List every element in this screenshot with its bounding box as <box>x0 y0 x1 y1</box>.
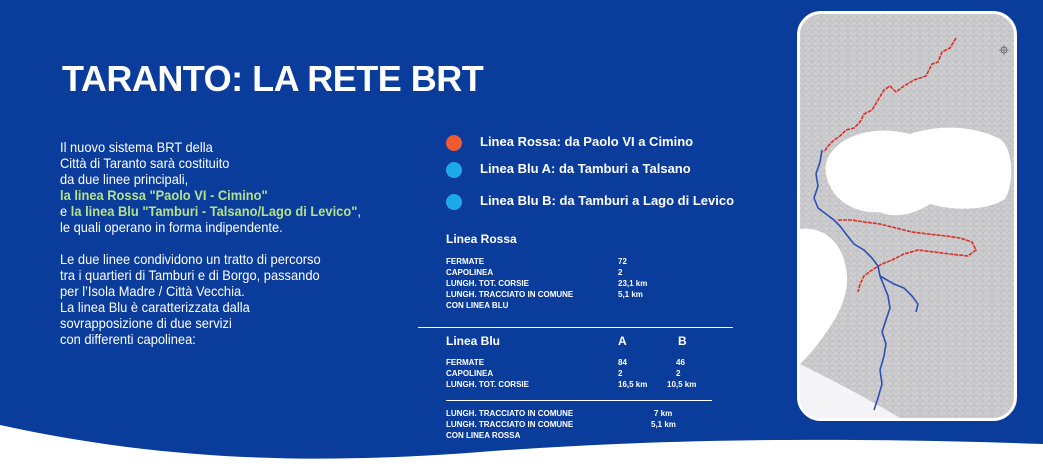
intro-line: Il nuovo sistema BRT della <box>60 139 213 155</box>
intro-text <box>60 139 400 347</box>
intro-line: La linea Blu è caratterizzata dalla <box>60 299 250 315</box>
stat-value: 5,1 km <box>618 290 643 299</box>
divider <box>446 400 712 401</box>
stat-label: CON LINEA BLU <box>446 301 509 310</box>
red-dot-icon <box>446 135 462 151</box>
stat-value-a: 84 <box>618 358 627 367</box>
stat-value: 7 km <box>654 409 673 418</box>
intro-linea-blu-highlight: la linea Blu "Tamburi - Talsano/Lago di Levico" <box>70 203 358 219</box>
linea-rossa-heading: Linea Rossa <box>446 232 517 246</box>
intro-text-fragment: , <box>357 203 361 219</box>
blue-dot-icon <box>446 162 462 178</box>
intro-line <box>60 203 400 219</box>
intro-linea-rossa-highlight: la linea Rossa "Paolo VI - Cimino" <box>60 187 268 203</box>
stat-value: 72 <box>618 257 627 266</box>
stat-label: FERMATE <box>446 257 485 266</box>
paragraph-gap <box>60 235 400 251</box>
page-title: TARANTO: LA RETE BRT <box>62 58 484 99</box>
brt-route-map <box>797 11 1017 421</box>
intro-line: per l’Isola Madre / Città Vecchia. <box>60 283 245 299</box>
stat-label: FERMATE <box>446 358 485 367</box>
blue-dot-icon <box>446 194 462 210</box>
intro-line: da due linee principali, <box>60 171 189 187</box>
stat-value-b: 46 <box>676 358 685 367</box>
stat-label: LUNGH. TRACCIATO IN COMUNE <box>446 420 574 429</box>
legend-label: Linea Blu A: da Tamburi a Talsano <box>480 161 691 176</box>
intro-line: con differenti capolinea: <box>60 331 196 347</box>
stat-label: LUNGH. TRACCIATO IN COMUNE <box>446 290 574 299</box>
stat-label: LUNGH. TRACCIATO IN COMUNE <box>446 409 574 418</box>
stat-value-a: 16,5 km <box>618 380 648 389</box>
stat-value-a: 2 <box>618 369 623 378</box>
intro-line: le quali operano in forma indipendente. <box>60 219 283 235</box>
intro-line: Città di Taranto sarà costituito <box>60 155 230 171</box>
intro-line: sovrapposizione di due servizi <box>60 315 232 331</box>
column-b-heading: B <box>678 334 687 348</box>
intro-text-fragment: e <box>60 203 71 219</box>
stat-label: LUNGH. TOT. CORSIE <box>446 279 529 288</box>
stat-value: 2 <box>618 268 623 277</box>
stat-value-b: 2 <box>676 369 681 378</box>
stat-label: CON LINEA ROSSA <box>446 431 521 440</box>
column-a-heading: A <box>618 334 627 348</box>
divider <box>418 327 733 328</box>
intro-line: tra i quartieri di Tamburi e di Borgo, passando <box>60 267 320 283</box>
stat-value-b: 10,5 km <box>667 380 697 389</box>
map-image <box>800 14 1014 418</box>
legend-label: Linea Rossa: da Paolo VI a Cimino <box>480 134 694 149</box>
stat-label: CAPOLINEA <box>446 268 494 277</box>
legend-label: Linea Blu B: da Tamburi a Lago di Levico <box>480 193 735 208</box>
stat-value: 23,1 km <box>618 279 648 288</box>
intro-line: Le due linee condividono un tratto di percorso <box>60 251 321 267</box>
linea-blu-heading: Linea Blu <box>446 334 501 348</box>
stat-label: CAPOLINEA <box>446 369 494 378</box>
stat-label: LUNGH. TOT. CORSIE <box>446 380 529 389</box>
stat-value: 5,1 km <box>651 420 676 429</box>
